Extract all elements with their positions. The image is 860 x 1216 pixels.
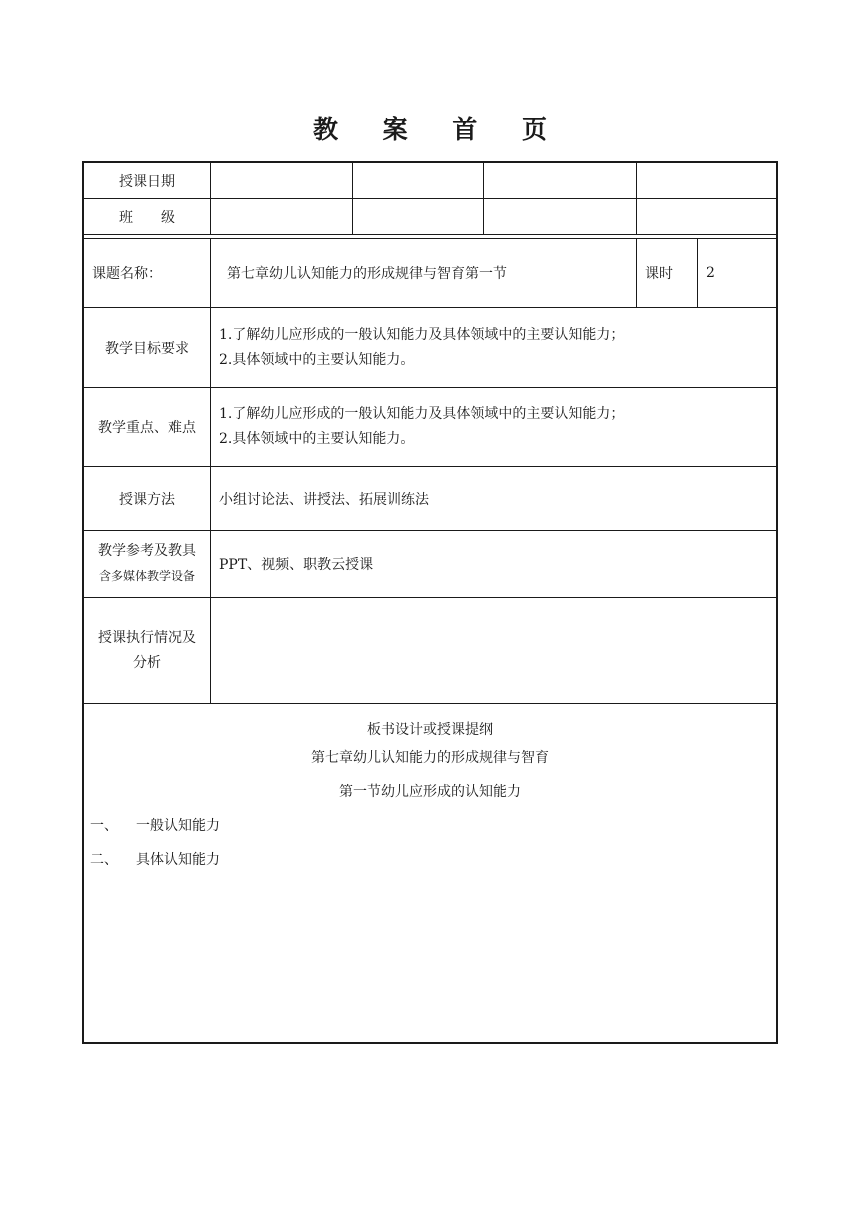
topic-label xyxy=(92,239,210,307)
class-cell-3[interactable] xyxy=(484,199,636,234)
page-title: 教 案 首 页 xyxy=(312,115,566,144)
objectives-value xyxy=(219,308,774,387)
date-cell-3[interactable] xyxy=(484,163,636,198)
col-divider xyxy=(636,238,637,307)
execution-label xyxy=(84,598,210,703)
date-label-text: 授课日期 xyxy=(119,173,175,190)
board-item-text: 一般认知能力 xyxy=(136,818,220,834)
class-label xyxy=(84,199,210,234)
method-value xyxy=(219,467,774,530)
date-label xyxy=(84,163,210,198)
execution-value[interactable] xyxy=(219,598,774,703)
board-item xyxy=(90,849,220,869)
objectives-label-text: 教学目标要求 xyxy=(105,340,189,357)
class-cell-4[interactable] xyxy=(637,199,776,234)
method-value-text: 小组讨论法、讲授法、拓展训练法 xyxy=(219,491,429,508)
date-cell-2[interactable] xyxy=(353,163,483,198)
method-label xyxy=(84,467,210,530)
key-points-label-text: 教学重点、难点 xyxy=(98,420,196,436)
row-divider-double xyxy=(84,234,776,235)
key-points-line-2: 2.具体领域中的主要认知能力。 xyxy=(219,431,415,447)
method-label-text: 授课方法 xyxy=(119,491,175,508)
references-label-line-2: 含多媒体教学设备 xyxy=(98,569,195,583)
board-chapter: 第七章幼儿认知能力的形成规律与智育 xyxy=(311,750,549,766)
topic-value xyxy=(227,239,636,307)
date-cell-1[interactable] xyxy=(211,163,352,198)
class-cell-1[interactable] xyxy=(211,199,352,234)
lesson-plan-table xyxy=(82,161,778,1044)
execution-label-line-2: 分析 xyxy=(133,654,161,671)
key-points-value xyxy=(219,388,774,466)
key-points-line-1: 1.了解幼儿应形成的一般认知能力及具体领域中的主要认知能力； xyxy=(219,406,625,422)
col-divider xyxy=(210,238,211,703)
references-value-text: PPT、视频、职教云授课 xyxy=(219,557,374,573)
topic-value-text: 第七章幼儿认知能力的形成规律与智育第一节 xyxy=(227,266,507,282)
hours-label xyxy=(645,239,697,307)
date-cell-4[interactable] xyxy=(637,163,776,198)
references-value xyxy=(219,531,774,597)
board-item-number: 二、 xyxy=(90,852,118,868)
references-label xyxy=(84,531,210,597)
topic-label-text: 课题名称： xyxy=(92,266,162,282)
objectives-line-1: 1.了解幼儿应形成的一般认知能力及具体领域中的主要认知能力； xyxy=(219,326,625,343)
board-item xyxy=(90,815,220,835)
board-heading: 板书设计或授课提纲 xyxy=(367,722,493,738)
references-label-line-1: 教学参考及教具 xyxy=(98,543,196,559)
row-divider xyxy=(84,703,776,704)
col-divider xyxy=(697,238,698,307)
hours-label-text: 课时 xyxy=(645,266,673,282)
class-cell-2[interactable] xyxy=(353,199,483,234)
hours-value-text: 2 xyxy=(706,265,715,281)
execution-label-line-1: 授课执行情况及 xyxy=(98,629,196,646)
key-points-label xyxy=(84,388,210,466)
hours-value xyxy=(706,239,776,307)
board-item-number: 一、 xyxy=(90,818,118,834)
class-label-text: 班 级 xyxy=(119,209,175,226)
board-section: 第一节幼儿应形成的认知能力 xyxy=(339,784,521,800)
board-item-text: 具体认知能力 xyxy=(136,852,220,868)
objectives-line-2: 2.具体领域中的主要认知能力。 xyxy=(219,351,415,368)
objectives-label xyxy=(84,308,210,387)
